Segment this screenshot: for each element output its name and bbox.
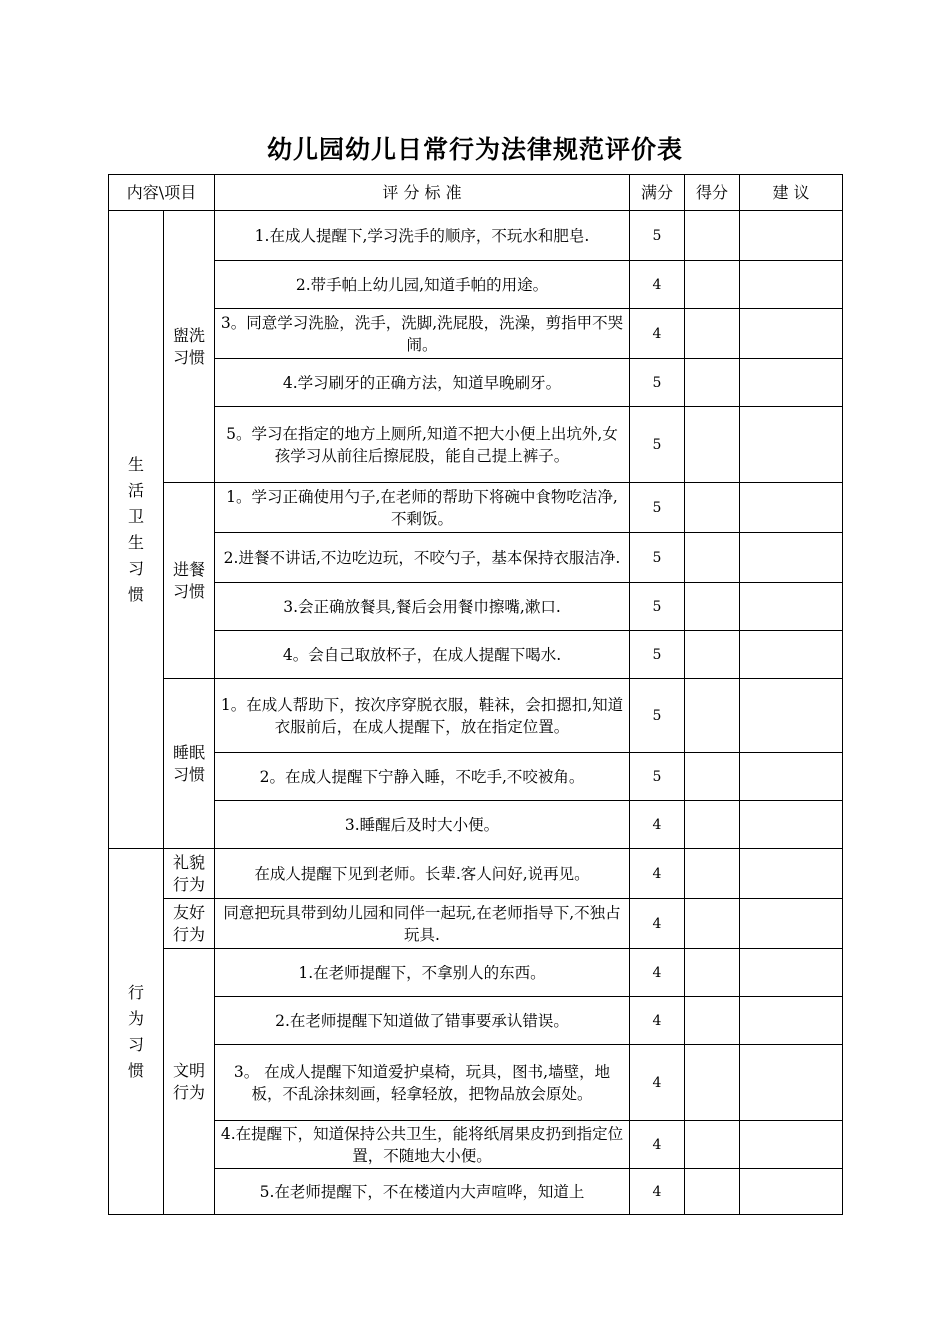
full-score-cell: 4 [630,1045,685,1121]
advice-cell[interactable] [740,997,843,1045]
criteria-cell: 1.在老师提醒下，不拿别人的东西。 [215,949,630,997]
got-score-cell[interactable] [685,899,740,949]
full-score-cell: 4 [630,1169,685,1215]
criteria-cell: 2.在老师提醒下知道做了错事要承认错误。 [215,997,630,1045]
full-score-cell: 5 [630,359,685,407]
got-score-cell[interactable] [685,1045,740,1121]
got-score-cell[interactable] [685,211,740,261]
table-row [109,1169,843,1215]
table-row [109,849,843,899]
table-row [109,899,843,949]
table-row [109,261,843,309]
advice-cell[interactable] [740,899,843,949]
full-score-cell: 5 [630,583,685,631]
advice-cell[interactable] [740,949,843,997]
full-score-cell: 5 [630,211,685,261]
table-row [109,1045,843,1121]
table-row [109,997,843,1045]
full-score-cell: 5 [630,679,685,753]
got-score-cell[interactable] [685,801,740,849]
full-score-cell: 5 [630,483,685,533]
advice-cell[interactable] [740,583,843,631]
full-score-cell: 5 [630,533,685,583]
criteria-cell: 5。学习在指定的地方上厕所,知道不把大小便上出坑外,女孩学习从前往后擦屁股，能自己提上裤子。 [215,407,630,483]
advice-cell[interactable] [740,211,843,261]
header-row [109,175,843,211]
full-score-cell: 4 [630,261,685,309]
got-score-cell[interactable] [685,1169,740,1215]
criteria-cell: 3。 在成人提醒下知道爱护桌椅，玩具，图书,墙壁，地板，不乱涂抹刻画，轻拿轻放，把物品放会原处。 [215,1045,630,1121]
criteria-cell: 4.学习刷牙的正确方法，知道早晚刷牙。 [215,359,630,407]
sub-sleep: 睡眠习惯 [164,679,215,849]
full-score-cell: 5 [630,631,685,679]
advice-cell[interactable] [740,801,843,849]
advice-cell[interactable] [740,483,843,533]
sub-friendly: 友好行为 [164,899,215,949]
table-row [109,949,843,997]
category-behavior: 行为习惯 [109,849,164,1215]
criteria-cell: 4.在提醒下，知道保持公共卫生，能将纸屑果皮扔到指定位置，不随地大小便。 [215,1121,630,1169]
category-life: 生活卫生习惯 [109,211,164,849]
advice-cell[interactable] [740,359,843,407]
got-score-cell[interactable] [685,631,740,679]
got-score-cell[interactable] [685,583,740,631]
got-score-cell[interactable] [685,949,740,997]
advice-cell[interactable] [740,407,843,483]
full-score-cell: 5 [630,407,685,483]
table-row [109,801,843,849]
criteria-cell: 1。学习正确使用勺子,在老师的帮助下将碗中食物吃洁净,不剩饭。 [215,483,630,533]
full-score-cell: 4 [630,997,685,1045]
got-score-cell[interactable] [685,309,740,359]
criteria-cell: 3。同意学习洗脸，洗手，洗脚,洗屁股，洗澡，剪指甲不哭闹。 [215,309,630,359]
got-score-cell[interactable] [685,679,740,753]
criteria-cell: 3.会正确放餐具,餐后会用餐巾擦嘴,漱口. [215,583,630,631]
header-full-score: 满分 [630,175,685,211]
advice-cell[interactable] [740,1121,843,1169]
sub-polite: 礼貌行为 [164,849,215,899]
got-score-cell[interactable] [685,753,740,801]
advice-cell[interactable] [740,849,843,899]
got-score-cell[interactable] [685,407,740,483]
criteria-cell: 2。在成人提醒下宁静入睡，不吃手,不咬被角。 [215,753,630,801]
got-score-cell[interactable] [685,261,740,309]
got-score-cell[interactable] [685,533,740,583]
criteria-cell: 1.在成人提醒下,学习洗手的顺序，不玩水和肥皂. [215,211,630,261]
full-score-cell: 4 [630,949,685,997]
advice-cell[interactable] [740,1045,843,1121]
advice-cell[interactable] [740,533,843,583]
criteria-cell: 4。会自己取放杯子，在成人提醒下喝水. [215,631,630,679]
criteria-cell: 2.带手帕上幼儿园,知道手帕的用途。 [215,261,630,309]
table-row [109,753,843,801]
evaluation-table [108,174,843,1215]
full-score-cell: 4 [630,1121,685,1169]
full-score-cell: 4 [630,801,685,849]
advice-cell[interactable] [740,261,843,309]
table-row [109,407,843,483]
full-score-cell: 5 [630,753,685,801]
criteria-cell: 2.进餐不讲话,不边吃边玩，不咬勺子，基本保持衣服洁净. [215,533,630,583]
advice-cell[interactable] [740,679,843,753]
criteria-cell: 5.在老师提醒下，不在楼道内大声喧哗，知道上 [215,1169,630,1215]
got-score-cell[interactable] [685,849,740,899]
full-score-cell: 4 [630,899,685,949]
table-row [109,533,843,583]
table-row [109,679,843,753]
advice-cell[interactable] [740,1169,843,1215]
full-score-cell: 4 [630,309,685,359]
full-score-cell: 4 [630,849,685,899]
got-score-cell[interactable] [685,997,740,1045]
table-row [109,359,843,407]
table-row [109,211,843,261]
table-row [109,583,843,631]
advice-cell[interactable] [740,309,843,359]
header-advice: 建 议 [740,175,843,211]
advice-cell[interactable] [740,753,843,801]
table-row [109,309,843,359]
got-score-cell[interactable] [685,483,740,533]
table-row [109,631,843,679]
criteria-cell: 1。在成人帮助下，按次序穿脱衣服，鞋袜，会扣摁扣,知道衣服前后，在成人提醒下，放在指定位置。 [215,679,630,753]
sub-civil: 文明行为 [164,949,215,1215]
got-score-cell[interactable] [685,1121,740,1169]
sub-wash: 盥洗习惯 [164,211,215,483]
sub-eat: 进餐习惯 [164,483,215,679]
header-got-score: 得分 [685,175,740,211]
page-title: 幼儿园幼儿日常行为法律规范评价表 [266,135,683,164]
header-criteria: 评 分 标 准 [215,175,630,211]
criteria-cell: 在成人提醒下见到老师。长辈.客人问好,说再见。 [215,849,630,899]
table-row [109,483,843,533]
header-content: 内容\项目 [109,175,215,211]
criteria-cell: 3.睡醒后及时大小便。 [215,801,630,849]
criteria-cell: 同意把玩具带到幼儿园和同伴一起玩,在老师指导下,不独占玩具. [215,899,630,949]
table-row [109,1121,843,1169]
advice-cell[interactable] [740,631,843,679]
got-score-cell[interactable] [685,359,740,407]
